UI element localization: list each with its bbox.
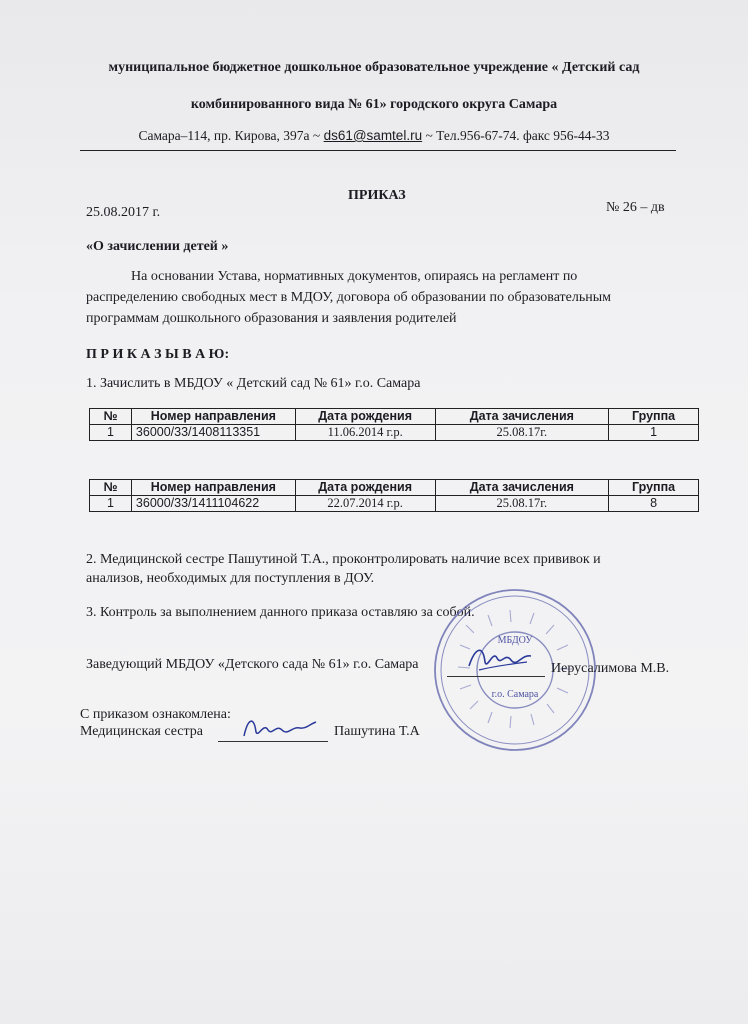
cell-group: 8 <box>609 496 699 512</box>
cell-number: 1 <box>90 496 132 512</box>
col-number: № <box>90 409 132 425</box>
cell-number: 1 <box>90 425 132 441</box>
order-number: № 26 – дв <box>606 200 665 215</box>
enrollment-table-1 <box>89 408 699 441</box>
head-signature-icon <box>465 640 535 678</box>
order-subject: «О зачислении детей » <box>86 239 229 254</box>
org-address <box>0 128 748 144</box>
item-2-line-1: 2. Медицинской сестре Пашутиной Т.А., проконтролировать наличие всех прививок и <box>86 552 601 567</box>
col-birthdate: Дата рождения <box>295 409 435 425</box>
basis-line-2: распределению свободных мест в МДОУ, договора об образовании по образовательным <box>86 290 611 305</box>
item-1: 1. Зачислить в МБДОУ « Детский сад № 61» г.о. Самара <box>86 376 421 391</box>
nurse-name: Пашутина Т.А <box>334 724 420 739</box>
head-signature-label: Заведующий МБДОУ «Детского сада № 61» г.о. Самара <box>86 657 419 672</box>
table-row <box>90 496 699 512</box>
table-row <box>90 425 699 441</box>
col-birthdate: Дата рождения <box>295 480 435 496</box>
basis-line-3: программам дошкольного образования и заявления родителей <box>86 311 457 326</box>
head-name: Иерусалимова М.В. <box>551 661 670 676</box>
col-number: № <box>90 480 132 496</box>
org-name-line-2: комбинированного вида № 61» городского округа Самара <box>190 97 558 112</box>
address-suffix: ~ Тел.956-67-74. факс 956-44-33 <box>422 128 610 143</box>
address-prefix: Самара–114, пр. Кирова, 397а ~ <box>138 128 324 143</box>
command-heading: П Р И К А З Ы В А Ю: <box>86 347 230 362</box>
col-group: Группа <box>609 480 699 496</box>
cell-birthdate: 22.07.2014 г.р. <box>295 496 435 512</box>
stamp-title: МБДОУ <box>497 635 533 646</box>
org-name-line-1: муниципальное бюджетное дошкольное образовательное учреждение « Детский сад <box>108 60 640 75</box>
nurse-signature-icon <box>240 712 320 742</box>
cell-enroll-date: 25.08.17г. <box>435 496 609 512</box>
cell-group: 1 <box>609 425 699 441</box>
col-referral: Номер направления <box>131 480 295 496</box>
cell-referral: 36000/33/1408113351 <box>131 425 295 441</box>
basis-line-1: На основании Устава, нормативных документов, опираясь на регламент по <box>131 269 578 284</box>
stamp-city: г.о. Самара <box>491 689 539 700</box>
cell-enroll-date: 25.08.17г. <box>435 425 609 441</box>
nurse-signature-label: Медицинская сестра <box>80 724 204 739</box>
table-header-row <box>90 409 699 425</box>
enrollment-table-2 <box>89 479 699 512</box>
item-3: 3. Контроль за выполнением данного приказа оставляю за собой. <box>86 605 475 620</box>
col-referral: Номер направления <box>131 409 295 425</box>
table-header-row <box>90 480 699 496</box>
col-enroll-date: Дата зачисления <box>435 409 609 425</box>
cell-referral: 36000/33/1411104622 <box>131 496 295 512</box>
order-date: 25.08.2017 г. <box>86 205 161 220</box>
email-link[interactable]: ds61@samtel.ru <box>323 128 423 143</box>
acknowledgment-label: С приказом ознакомлена: <box>80 707 231 722</box>
col-group: Группа <box>609 409 699 425</box>
header-divider <box>80 150 676 151</box>
cell-birthdate: 11.06.2014 г.р. <box>295 425 435 441</box>
col-enroll-date: Дата зачисления <box>435 480 609 496</box>
item-2-line-2: анализов, необходимых для поступления в ДОУ. <box>86 571 375 586</box>
order-title: ПРИКАЗ <box>348 188 406 203</box>
